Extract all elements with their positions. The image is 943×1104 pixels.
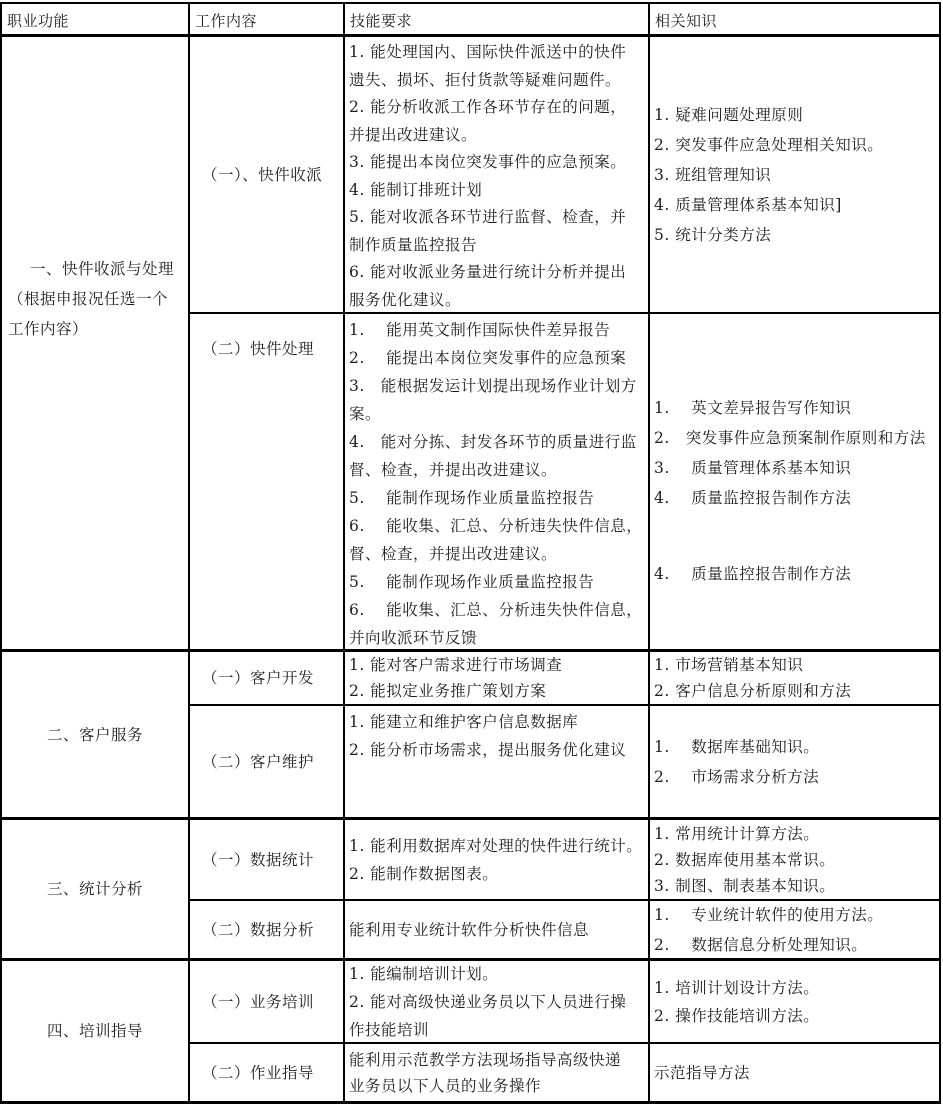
text-line: 2. 能分析收派工作各环节存在的问题，: [349, 98, 627, 116]
text-line: 4. 质量管理体系基本知识]: [654, 195, 842, 214]
text-line: 1. 能对客户需求进行市场调查: [349, 656, 563, 674]
occupational-standard-table: [0, 2, 941, 1104]
text-line: 督、检查，并提出改进建议。: [349, 461, 558, 479]
knowledge-cell-3a: [650, 820, 941, 901]
work-label: （二）客户维护: [202, 752, 315, 771]
text-line: 4. 能制订排班计划: [349, 180, 483, 199]
text-line: 5. 统计分类方法: [654, 225, 772, 244]
text-line: 2. 操作技能培训方法。: [654, 1006, 820, 1025]
text-line: 1. 数据库基础知识。: [654, 737, 820, 756]
text-line: 2. 客户信息分析原则和方法: [654, 682, 852, 700]
text-line: 制作质量监控报告: [349, 235, 478, 254]
text-line: 示范指导方法: [654, 1063, 751, 1082]
text-line: 1. 培训计划设计方法。: [654, 978, 820, 997]
function-cell-section-2: [2, 652, 190, 820]
text-line: 并提出改进建议。: [349, 125, 478, 144]
text-line: 4. 能对分拣、封发各环节的质量进行监: [349, 433, 637, 451]
text-line: 3. 质量管理体系基本知识: [654, 458, 852, 477]
work-cell-4a: [190, 961, 345, 1044]
text-line: 1. 疑难问题处理原则: [654, 105, 804, 124]
text-line: 3. 班组管理知识: [654, 165, 772, 184]
text-line: 2. 数据信息分析处理知识。: [654, 935, 868, 954]
header-cell-occupational-function: 职业功能: [2, 4, 190, 37]
text-line: 2. 突发事件应急预案制作原则和方法: [654, 428, 926, 447]
text-line: 3. 能根据发运计划提出现场作业计划方: [349, 377, 637, 395]
text-line: 5. 能制作现场作业质量监控报告: [349, 489, 595, 507]
work-cell-3b: [190, 901, 345, 961]
work-label: （二）作业指导: [202, 1063, 315, 1082]
text-line: 5. 能对收派各环节进行监督、检查，并: [349, 208, 627, 226]
function-cell-section-1: [2, 37, 190, 652]
text-line: 工作内容）: [8, 320, 89, 338]
knowledge-cell-1b: [650, 314, 941, 652]
text-line: 1. 能处理国内、国际快件派送中的快件: [349, 43, 627, 61]
knowledge-cell-3b: [650, 901, 941, 961]
text-line: 案。: [349, 405, 382, 423]
knowledge-cell-4a: [650, 961, 941, 1044]
text-line: 1. 英文差异报告写作知识: [654, 398, 852, 417]
knowledge-cell-2a: [650, 652, 941, 706]
skills-cell-3b: [345, 901, 650, 961]
skills-cell-3a: [345, 820, 650, 901]
text-line: 1. 能利用数据库对处理的快件进行统计。: [349, 836, 643, 855]
text-line: 5. 能制作现场作业质量监控报告: [349, 573, 595, 591]
text-line: 服务优化建议。: [349, 290, 462, 309]
text-line: 2. 能制作数据图表。: [349, 864, 499, 883]
text-line: 2. 市场需求分析方法: [654, 767, 820, 786]
text-line: 1. 专业统计软件的使用方法。: [654, 905, 884, 924]
work-cell-3a: [190, 820, 345, 901]
skills-cell-2b: [345, 706, 650, 820]
skills-cell-1a: [345, 37, 650, 314]
text-line: 2. 能拟定业务推广策划方案: [349, 682, 547, 700]
text-line: 并向收派环节反馈: [349, 629, 478, 647]
skills-cell-4b: [345, 1044, 650, 1101]
text-line: 一、快件收派与处理: [30, 260, 175, 278]
work-label: （一）业务培训: [202, 992, 315, 1011]
text-line: 3. 能提出本岗位突发事件的应急预案。: [349, 153, 627, 171]
text-line: （根据申报况任选一个: [8, 290, 169, 308]
text-line: 能利用专业统计软件分析快件信息: [349, 920, 590, 939]
text-line: 2. 数据库使用基本常识。: [654, 850, 836, 869]
text-line: 能利用示范教学方法现场指导高级快递: [349, 1050, 622, 1069]
work-cell-1a: [190, 37, 345, 314]
work-label: （一）、快件收派: [202, 165, 323, 184]
work-label: （一）客户开发: [202, 669, 315, 687]
text-line: 6. 能收集、汇总、分析违失快件信息，: [349, 601, 643, 619]
text-line: 业务员以下人员的业务操作: [349, 1076, 542, 1095]
text-line: 1. 能用英文制作国际快件差异报告: [349, 321, 611, 339]
text-line: 4. 质量监控报告制作方法: [654, 488, 852, 507]
text-line: 3. 制图、制表基本知识。: [654, 876, 836, 895]
work-label: （一）数据统计: [202, 850, 315, 869]
text-line: 2. 能分析市场需求，提出服务优化建议: [349, 741, 627, 759]
skills-cell-2a: [345, 652, 650, 706]
text-line: 2. 能对高级快递业务员以下人员进行操: [349, 992, 627, 1011]
header-cell-related-knowledge: 相关知识: [650, 4, 941, 37]
skills-cell-4a: [345, 961, 650, 1044]
text-line: 4. 质量监控报告制作方法: [654, 564, 852, 583]
header-cell-skill-requirements: 技能要求: [345, 4, 650, 37]
text-line: 1. 市场营销基本知识: [654, 656, 804, 674]
text-line: 2. 能提出本岗位突发事件的应急预案: [349, 349, 627, 367]
text-line: 三、统计分析: [46, 880, 143, 898]
text-line: 2. 突发事件应急处理相关知识。: [654, 135, 884, 154]
knowledge-cell-2b: [650, 706, 941, 820]
header-cell-work-content: 工作内容: [190, 4, 345, 37]
work-cell-2a: [190, 652, 345, 706]
text-line: 1. 能建立和维护客户信息数据库: [349, 713, 579, 731]
text-line: 1. 能编制培训计划。: [349, 964, 499, 983]
text-line: 作技能培训: [349, 1020, 430, 1039]
work-cell-1b: [190, 314, 345, 652]
function-cell-section-3: [2, 820, 190, 961]
knowledge-cell-1a: [650, 37, 941, 314]
text-line: 6. 能收集、汇总、分析违失快件信息，: [349, 517, 643, 535]
function-cell-section-4: [2, 961, 190, 1101]
work-cell-4b: [190, 1044, 345, 1101]
text-line: 二、客户服务: [46, 725, 143, 744]
skills-cell-1b: [345, 314, 650, 652]
text-line: 6. 能对收派业务量进行统计分析并提出: [349, 263, 627, 281]
work-label: （二）数据分析: [202, 920, 315, 939]
text-line: 1. 常用统计计算方法。: [654, 824, 820, 843]
text-line: 四、培训指导: [46, 1022, 143, 1040]
work-cell-2b: [190, 706, 345, 820]
text-line: 遗失、损坏、拒付货款等疑难问题件。: [349, 70, 622, 89]
knowledge-cell-4b: [650, 1044, 941, 1101]
work-label: （二）快件处理: [202, 340, 315, 358]
text-line: 督、检查，并提出改进建议。: [349, 545, 558, 563]
